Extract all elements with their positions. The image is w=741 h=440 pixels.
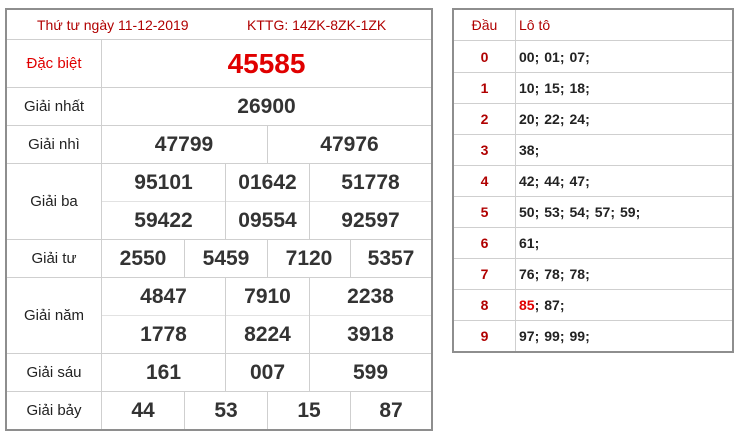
loto-table bbox=[452, 8, 734, 353]
label-sixth: Giải sáu bbox=[7, 354, 102, 391]
loto-value: 57 bbox=[594, 203, 611, 220]
loto-separator: ; bbox=[534, 296, 540, 313]
loto-head: 3 bbox=[454, 134, 516, 165]
loto-value: 38 bbox=[519, 141, 535, 158]
loto-separator: ; bbox=[559, 48, 565, 65]
loto-value: 53 bbox=[544, 203, 560, 220]
row-fourth bbox=[7, 240, 431, 278]
loto-value: 10 bbox=[519, 79, 535, 96]
loto-value: 22 bbox=[544, 110, 560, 127]
loto-row bbox=[454, 196, 732, 228]
loto-separator: ; bbox=[585, 110, 590, 127]
loto-head: 6 bbox=[454, 227, 516, 258]
divider bbox=[309, 278, 310, 353]
seventh-number: 15 bbox=[297, 398, 321, 422]
loto-values bbox=[519, 320, 595, 351]
third-number: 01642 bbox=[238, 170, 297, 194]
loto-value: 78 bbox=[544, 265, 560, 282]
loto-value: 97 bbox=[519, 327, 535, 344]
label-fourth: Giải tư bbox=[7, 240, 102, 277]
loto-values bbox=[519, 227, 544, 258]
divider bbox=[225, 164, 226, 239]
loto-value: 42 bbox=[519, 172, 535, 189]
loto-row bbox=[454, 72, 732, 104]
loto-head: 0 bbox=[454, 41, 516, 72]
loto-values bbox=[519, 165, 595, 196]
label-third: Giải ba bbox=[7, 164, 102, 239]
loto-head: 4 bbox=[454, 165, 516, 196]
loto-head: 2 bbox=[454, 103, 516, 134]
loto-separator: ; bbox=[559, 172, 565, 189]
sixth-number: 599 bbox=[352, 360, 389, 384]
loto-values bbox=[519, 72, 595, 103]
row-fifth bbox=[7, 278, 431, 354]
loto-head: 5 bbox=[454, 196, 516, 227]
loto-values bbox=[519, 196, 645, 227]
loto-head: 1 bbox=[454, 72, 516, 103]
loto-separator: ; bbox=[559, 296, 565, 313]
loto-values bbox=[519, 103, 595, 134]
third-number: 51778 bbox=[341, 170, 400, 194]
loto-value: 50 bbox=[519, 203, 535, 220]
third-number: 95101 bbox=[134, 170, 193, 194]
fourth-number: 7120 bbox=[285, 246, 333, 270]
loto-row bbox=[454, 103, 732, 135]
fifth-number: 7910 bbox=[244, 284, 291, 308]
results-header bbox=[7, 10, 431, 40]
divider bbox=[309, 164, 310, 239]
loto-values bbox=[519, 134, 544, 165]
loto-row bbox=[454, 320, 732, 351]
loto-separator: ; bbox=[534, 172, 540, 189]
loto-separator: ; bbox=[534, 79, 540, 96]
loto-row bbox=[454, 165, 732, 197]
loto-values bbox=[519, 41, 595, 72]
loto-row bbox=[454, 134, 732, 166]
fifth-number: 3918 bbox=[347, 322, 394, 346]
loto-head: 9 bbox=[454, 320, 516, 351]
loto-value: 85 bbox=[519, 296, 535, 313]
third-number: 59422 bbox=[134, 208, 193, 232]
loto-separator: ; bbox=[534, 234, 540, 251]
first-number: 26900 bbox=[237, 94, 296, 118]
loto-separator: ; bbox=[559, 110, 565, 127]
loto-row bbox=[454, 227, 732, 259]
loto-value: 87 bbox=[544, 296, 560, 313]
loto-separator: ; bbox=[534, 203, 540, 220]
loto-separator: ; bbox=[534, 110, 540, 127]
fourth-number: 2550 bbox=[119, 246, 167, 270]
fifth-number: 4847 bbox=[140, 284, 187, 308]
row-special bbox=[7, 40, 431, 88]
loto-value: 15 bbox=[544, 79, 560, 96]
loto-separator: ; bbox=[585, 48, 590, 65]
loto-value: 99 bbox=[569, 327, 586, 344]
draw-date: Thứ tư ngày 11-12-2019 bbox=[37, 17, 189, 33]
loto-row bbox=[454, 41, 732, 73]
seventh-number: 44 bbox=[131, 398, 155, 422]
loto-separator: ; bbox=[585, 79, 590, 96]
special-number: 45585 bbox=[227, 47, 306, 79]
loto-value: 07 bbox=[569, 48, 586, 65]
fifth-number: 8224 bbox=[244, 322, 291, 346]
label-seventh: Giải bảy bbox=[7, 392, 102, 429]
sixth-number: 161 bbox=[145, 360, 182, 384]
loto-values-label: Lô tô bbox=[519, 17, 551, 33]
loto-separator: ; bbox=[534, 48, 540, 65]
loto-head: 8 bbox=[454, 289, 516, 320]
loto-separator: ; bbox=[585, 203, 590, 220]
seventh-number: 53 bbox=[214, 398, 238, 422]
divider bbox=[225, 278, 226, 353]
row-sixth bbox=[7, 354, 431, 392]
label-fifth: Giải năm bbox=[7, 278, 102, 353]
loto-separator: ; bbox=[534, 327, 540, 344]
loto-value: 01 bbox=[544, 48, 560, 65]
second-number: 47976 bbox=[320, 132, 379, 156]
results-table bbox=[5, 8, 433, 431]
loto-head-label: Đầu bbox=[454, 10, 516, 40]
row-seventh bbox=[7, 392, 431, 429]
loto-value: 59 bbox=[620, 203, 636, 220]
loto-value: 18 bbox=[569, 79, 586, 96]
loto-separator: ; bbox=[635, 203, 641, 220]
fourth-number: 5357 bbox=[367, 246, 415, 270]
loto-value: 78 bbox=[569, 265, 586, 282]
fifth-number: 1778 bbox=[140, 322, 187, 346]
fifth-number: 2238 bbox=[347, 284, 394, 308]
row-first bbox=[7, 88, 431, 126]
loto-value: 44 bbox=[544, 172, 560, 189]
row-second bbox=[7, 126, 431, 164]
loto-value: 76 bbox=[519, 265, 535, 282]
loto-value: 00 bbox=[519, 48, 535, 65]
loto-value: 20 bbox=[519, 110, 535, 127]
row-third bbox=[7, 164, 431, 240]
loto-value: 47 bbox=[569, 172, 586, 189]
loto-separator: ; bbox=[534, 141, 540, 158]
loto-values bbox=[519, 258, 595, 289]
loto-head: 7 bbox=[454, 258, 516, 289]
sixth-number: 007 bbox=[249, 360, 286, 384]
second-number: 47799 bbox=[154, 132, 214, 156]
label-first: Giải nhất bbox=[7, 88, 102, 125]
third-number: 92597 bbox=[341, 208, 400, 232]
loto-row bbox=[454, 258, 732, 290]
loto-value: 61 bbox=[519, 234, 535, 251]
loto-row bbox=[454, 289, 732, 321]
loto-separator: ; bbox=[585, 327, 590, 344]
third-number: 09554 bbox=[238, 208, 297, 232]
kttg-code: KTTG: 14ZK-8ZK-1ZK bbox=[247, 17, 387, 33]
label-special: Đặc biệt bbox=[7, 40, 102, 87]
loto-separator: ; bbox=[559, 327, 565, 344]
label-second: Giải nhì bbox=[7, 126, 102, 163]
seventh-number: 87 bbox=[379, 398, 403, 422]
loto-separator: ; bbox=[559, 79, 565, 96]
fourth-number: 5459 bbox=[202, 246, 250, 270]
loto-separator: ; bbox=[559, 265, 565, 282]
loto-separator: ; bbox=[585, 265, 590, 282]
loto-value: 24 bbox=[569, 110, 586, 127]
loto-values bbox=[519, 289, 570, 320]
loto-value: 99 bbox=[544, 327, 560, 344]
loto-header-row bbox=[454, 10, 732, 41]
loto-separator: ; bbox=[610, 203, 615, 220]
loto-separator: ; bbox=[585, 172, 590, 189]
loto-separator: ; bbox=[559, 203, 565, 220]
loto-value: 54 bbox=[569, 203, 586, 220]
loto-separator: ; bbox=[534, 265, 540, 282]
